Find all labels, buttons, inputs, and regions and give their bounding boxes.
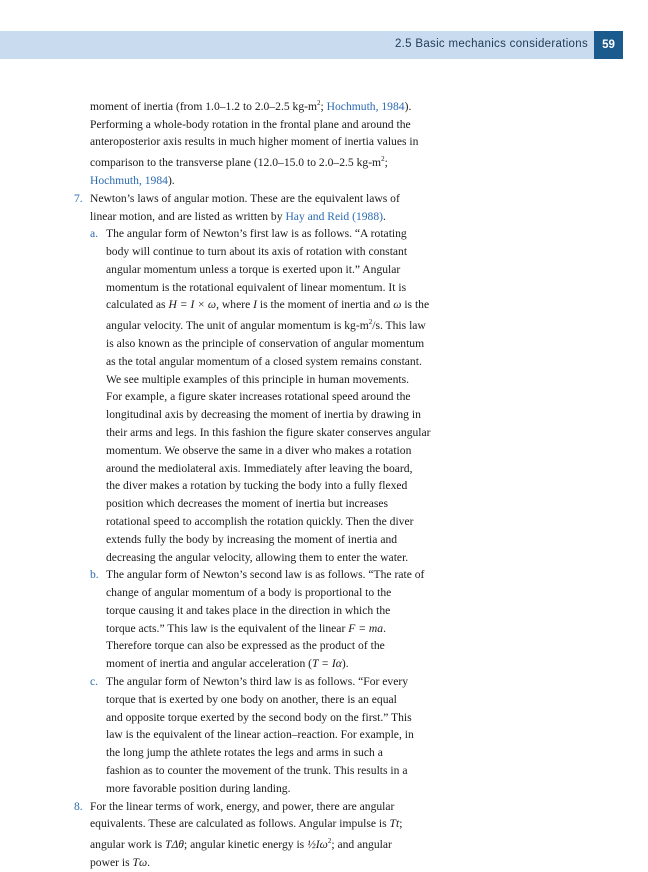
text-line: comparison to the transverse plane (12.0–15.0 to 2.0–2.5 $kg-m^2$; — [90, 155, 388, 170]
citation-link[interactable]: Hochmuth, 1984 — [90, 173, 168, 187]
text-line: is also known as the principle of conservation of angular momentum — [106, 336, 425, 350]
text-line: The angular form of Newton’s second law is as follows. “The rate of — [106, 568, 425, 582]
text-line: rotational speed to accomplish the rotation quickly. Then the diver — [106, 514, 414, 528]
text-line: angular momentum unless a torque is exerted upon it.” Angular — [106, 262, 401, 276]
text-line: and opposite torque exerted by the second body on the first.” This — [106, 710, 412, 724]
text-line: calculated as H = I × ω, where I is the moment of inertia and ω is the — [106, 298, 430, 312]
text-line: Therefore torque can also be expressed as the product of the — [106, 639, 385, 653]
text-line: equivalents. These are calculated as follows. Angular impulse is Tt; — [90, 817, 403, 831]
text-line: torque acts.” This law is the equivalent of the linear F = ma. — [106, 621, 386, 635]
citation-link[interactable]: Hay and Reid (1988) — [285, 209, 383, 223]
list-marker: 8. — [74, 799, 83, 813]
text-line: Performing a whole-body rotation in the frontal plane and around the — [90, 117, 411, 131]
text-line: torque causing it and takes place in the direction in which the — [106, 603, 391, 617]
sub-item-c — [74, 673, 468, 798]
text-line: the long jump the athlete rotates the legs and arms in such a — [106, 746, 383, 760]
text-line: torque that is exerted by one body on another, there is an equal — [106, 692, 397, 706]
text-line: We see multiple examples of this principle in human movements. — [106, 372, 410, 386]
sub-item-a — [74, 225, 468, 566]
running-header-title: 2.5 Basic mechanics considerations — [394, 38, 588, 50]
text-line: as the total angular momentum of a closed system remains constant. — [106, 354, 422, 368]
sub-marker: a. — [90, 227, 99, 241]
text-line: momentum. We observe the same in a diver who makes a rotation — [106, 443, 412, 457]
list-marker: 7. — [74, 191, 83, 205]
text-line: longitudinal axis by decreasing the moment of inertia by drawing in — [106, 408, 421, 422]
text-line: more favorable position during landing. — [106, 781, 291, 795]
text-line: The angular form of Newton’s third law is as follows. “For every — [106, 675, 409, 689]
text-line: Hochmuth, 1984). — [90, 173, 175, 187]
text-line: For the linear terms of work, energy, and power, there are angular — [90, 799, 395, 813]
text-line: angular velocity. The unit of angular momentum is $kg-m^2/s$. This law — [106, 318, 426, 333]
text-line: decreasing the angular velocity, allowing them to enter the water. — [106, 550, 409, 564]
text-line: The angular form of Newton’s first law is as follows. “A rotating — [106, 227, 407, 241]
text-line: their arms and legs. In this fashion the figure skater conserves angular — [106, 425, 431, 439]
text-line: extends fully the body by increasing the moment of inertia and — [106, 532, 398, 546]
sub-marker: c. — [90, 675, 99, 689]
text-line: law is the equivalent of the linear action–reaction. For example, in — [106, 728, 414, 742]
text-line: Newton’s laws of angular motion. These are the equivalent laws of — [90, 191, 400, 205]
text-line: body will continue to turn about its axis of rotation with constant — [106, 245, 408, 259]
text-line: anteroposterior axis results in much higher moment of inertia values in — [90, 135, 419, 149]
text-line: around the mediolateral axis. Immediately after leaving the board, — [106, 461, 413, 475]
page-body — [74, 95, 468, 872]
text-line: position which decreases the moment of inertia but increases — [106, 497, 389, 511]
text-line: change of angular momentum of a body is proportional to the — [106, 586, 392, 600]
text-line: fashion as to counter the movement of the trunk. This results in a — [106, 764, 408, 778]
text-line: angular work is TΔθ; angular kinetic energy is $\frac{1}{2}I\omega^2$; and angular — [90, 837, 392, 852]
list-item-8 — [74, 798, 468, 872]
text-line: the diver makes a rotation by tucking the body into a fully flexed — [106, 479, 408, 493]
text-line: linear motion, and are listed as written by Hay and Reid (1988). — [90, 209, 386, 223]
intro-paragraph — [74, 95, 468, 190]
text-line: moment of inertia (from 1.0–1.2 to 2.0–2.5 $kg-m^2$; Hochmuth, 1984). — [90, 99, 412, 113]
text-line: power is Tω. — [90, 855, 151, 869]
sub-marker: b. — [90, 568, 99, 582]
text-line: moment of inertia and angular acceleration (T = Iα). — [106, 657, 349, 671]
citation-link[interactable]: Hochmuth, 1984 — [326, 99, 405, 113]
list-item-7 — [74, 190, 468, 226]
page-number: 59 — [594, 31, 623, 59]
text-line: momentum is the rotational equivalent of linear momentum. It is — [106, 280, 407, 294]
text-line: For example, a figure skater increases rotational speed around the — [106, 390, 411, 404]
sub-item-b — [74, 566, 468, 673]
